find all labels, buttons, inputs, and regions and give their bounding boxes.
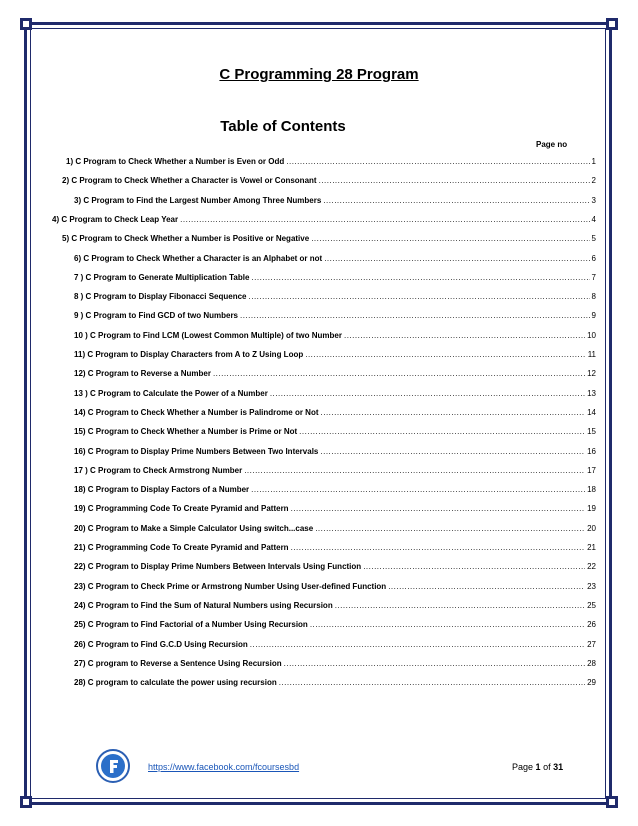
- toc-entry-page: 19: [587, 504, 596, 514]
- toc-entry-page: 2: [591, 176, 596, 186]
- page-prefix: Page: [512, 762, 534, 772]
- toc-leader-dots: [284, 659, 585, 668]
- toc-entry[interactable]: [74, 485, 596, 499]
- toc-entry-label: 25) C Program to Find Factorial of a Number Using Recursion: [74, 620, 308, 630]
- toc-entry-page: 16: [587, 446, 596, 456]
- toc-entry[interactable]: [66, 157, 596, 171]
- toc-entry[interactable]: [74, 447, 596, 461]
- toc-entry-label: 11) C Program to Display Characters from A to Z Using Loop: [74, 350, 304, 359]
- toc-entry[interactable]: [74, 601, 596, 615]
- toc-entry-page: 11: [587, 350, 596, 359]
- toc-entry-label: 18) C Program to Display Factors of a Number: [74, 485, 250, 495]
- toc-entry[interactable]: [74, 466, 596, 480]
- toc-leader-dots: [335, 601, 585, 610]
- page-number: [512, 762, 563, 772]
- toc-leader-dots: [250, 640, 585, 649]
- toc-leader-dots: [323, 196, 589, 205]
- toc-leader-dots: [310, 620, 585, 629]
- toc-entry[interactable]: [74, 331, 596, 345]
- toc-entry[interactable]: [74, 427, 596, 441]
- toc-entry-label: 8 ) C Program to Display Fibonacci Sequence: [74, 292, 247, 302]
- toc-leader-dots: [244, 466, 585, 475]
- toc-entry-page: 15: [587, 427, 596, 437]
- toc-entry[interactable]: [74, 543, 596, 557]
- toc-leader-dots: [321, 408, 586, 417]
- toc-entry-label: 7 ) C Program to Generate Multiplication Table: [74, 272, 250, 282]
- toc-leader-dots: [324, 254, 589, 263]
- toc-entry[interactable]: [74, 562, 596, 576]
- toc-entry-page: 3: [591, 195, 596, 205]
- toc-entry-page: 8: [591, 292, 596, 302]
- toc-entry[interactable]: [74, 311, 596, 325]
- toc-entry[interactable]: [62, 176, 596, 190]
- toc-entry-label: 10 ) C Program to Find LCM (Lowest Common Multiple) of two Number: [74, 330, 342, 340]
- page-no-label: Page no: [536, 140, 568, 149]
- toc-entry-label: 13 ) C Program to Calculate the Power of a Number: [74, 388, 268, 398]
- page-current: 1: [535, 762, 541, 772]
- toc-entry-label: 15) C Program to Check Whether a Number is Prime or Not: [74, 427, 298, 437]
- toc-entry-label: 16) C Program to Display Prime Numbers Between Two Intervals: [74, 446, 319, 456]
- toc-leader-dots: [305, 350, 585, 359]
- toc-entry[interactable]: [74, 620, 596, 634]
- border-corner-top-left: [20, 18, 32, 30]
- toc-leader-dots: [291, 504, 586, 513]
- toc-entry-page: 9: [591, 311, 596, 321]
- toc-entry-label: 24) C Program to Find the Sum of Natural Numbers using Recursion: [74, 600, 333, 610]
- toc-entry-label: 20) C Program to Make a Simple Calculator Using switch...case: [74, 523, 314, 533]
- toc-entry[interactable]: [74, 273, 596, 287]
- border-corner-top-right: [606, 18, 618, 30]
- toc-entry-label: 9 ) C Program to Find GCD of two Numbers: [74, 311, 239, 321]
- toc-leader-dots: [363, 562, 585, 571]
- toc-entry-page: 23: [587, 581, 596, 591]
- toc-entry-page: 29: [587, 678, 596, 688]
- toc-entry-label: 1) C Program to Check Whether a Number is Even or Odd: [66, 157, 285, 166]
- toc-entry-page: 6: [591, 253, 596, 263]
- toc-leader-dots: [315, 524, 585, 533]
- toc-entry-page: 26: [587, 620, 596, 630]
- toc-entry-label: 4) C Program to Check Leap Year: [52, 214, 179, 224]
- toc-leader-dots: [286, 157, 589, 166]
- toc-entry-label: 22) C Program to Display Prime Numbers Between Intervals Using Function: [74, 562, 362, 572]
- toc-leader-dots: [320, 447, 585, 456]
- toc-leader-dots: [180, 215, 589, 224]
- toc-entry[interactable]: [74, 292, 596, 306]
- toc-entry-label: 5) C Program to Check Whether a Number is Positive or Negative: [62, 234, 310, 244]
- toc-entry[interactable]: [74, 659, 596, 673]
- toc-entry[interactable]: [62, 234, 596, 248]
- toc-entry-page: 21: [587, 543, 596, 552]
- toc-entry[interactable]: [74, 408, 596, 422]
- toc-heading: Table of Contents: [220, 118, 346, 135]
- facebook-page-link[interactable]: https://www.facebook.com/fcoursesbd: [148, 762, 300, 772]
- toc-entry-page: 22: [587, 562, 596, 572]
- toc-entry-label: 26) C Program to Find G.C.D Using Recursion: [74, 639, 248, 649]
- toc-entry-page: 10: [587, 330, 596, 340]
- page-of: of: [543, 762, 551, 772]
- toc-entry-page: 27: [587, 639, 596, 649]
- border-corner-bottom-right: [606, 796, 618, 808]
- page-total: 31: [553, 762, 564, 772]
- toc-entry-page: 28: [587, 658, 596, 668]
- toc-leader-dots: [319, 176, 590, 185]
- toc-entry-page: 7: [591, 272, 596, 282]
- toc-entry[interactable]: [74, 504, 596, 518]
- toc-entry-label: 2) C Program to Check Whether a Character is Vowel or Consonant: [62, 176, 317, 186]
- toc-leader-dots: [299, 427, 585, 436]
- toc-leader-dots: [249, 292, 590, 301]
- toc-entry-page: 4: [591, 214, 596, 224]
- document-title: C Programming 28 Program: [219, 66, 419, 83]
- toc-entry-page: 14: [587, 407, 596, 417]
- toc-leader-dots: [291, 543, 586, 552]
- facebook-f-logo-icon: [96, 749, 130, 783]
- toc-entry-page: 17: [587, 465, 596, 475]
- toc-entry[interactable]: [74, 254, 596, 268]
- toc-leader-dots: [240, 311, 590, 320]
- toc-leader-dots: [251, 485, 585, 494]
- toc-entry-label: 17 ) C Program to Check Armstrong Number: [74, 465, 243, 475]
- toc-entry-label: 6) C Program to Check Whether a Character is an Alphabet or not: [74, 253, 323, 263]
- toc-entry[interactable]: [52, 215, 596, 229]
- toc-entry-page: 5: [591, 234, 596, 244]
- toc-entry-page: 1: [591, 157, 596, 166]
- toc-leader-dots: [311, 234, 589, 243]
- toc-entry[interactable]: [74, 524, 596, 538]
- border-corner-bottom-left: [20, 796, 32, 808]
- toc-entry-page: 18: [587, 485, 596, 495]
- toc-entry-page: 12: [587, 369, 596, 379]
- toc-entry-page: 25: [587, 600, 596, 610]
- toc-entry[interactable]: [74, 582, 596, 596]
- toc-leader-dots: [251, 273, 589, 282]
- toc-leader-dots: [279, 678, 585, 687]
- toc-leader-dots: [270, 389, 585, 398]
- toc-entry-label: 14) C Program to Check Whether a Number is Palindrome or Not: [74, 407, 319, 417]
- toc-entry[interactable]: [74, 640, 596, 654]
- toc-entry-page: 13: [587, 388, 596, 398]
- toc-leader-dots: [388, 582, 585, 591]
- toc-entry[interactable]: [74, 678, 596, 692]
- toc-entry[interactable]: [74, 196, 596, 210]
- toc-entry-label: 27) C program to Reverse a Sentence Using Recursion: [74, 658, 282, 668]
- toc-entry-label: 3) C Program to Find the Largest Number Among Three Numbers: [74, 195, 322, 205]
- toc-entry-label: 12) C Program to Reverse a Number: [74, 369, 211, 379]
- toc-entry-label: 21) C Programming Code To Create Pyramid and Pattern: [74, 543, 289, 552]
- toc-entry-label: 28) C program to calculate the power using recursion: [74, 678, 277, 688]
- toc-entry[interactable]: [74, 389, 596, 403]
- toc-entry[interactable]: [74, 369, 596, 383]
- toc-entry-page: 20: [587, 523, 596, 533]
- toc-leader-dots: [213, 369, 585, 378]
- toc-leader-dots: [344, 331, 585, 340]
- toc-entry[interactable]: [74, 350, 596, 364]
- toc-entry-label: 19) C Programming Code To Create Pyramid and Pattern: [74, 504, 289, 514]
- toc-entry-label: 23) C Program to Check Prime or Armstrong Number Using User-defined Function: [74, 581, 387, 591]
